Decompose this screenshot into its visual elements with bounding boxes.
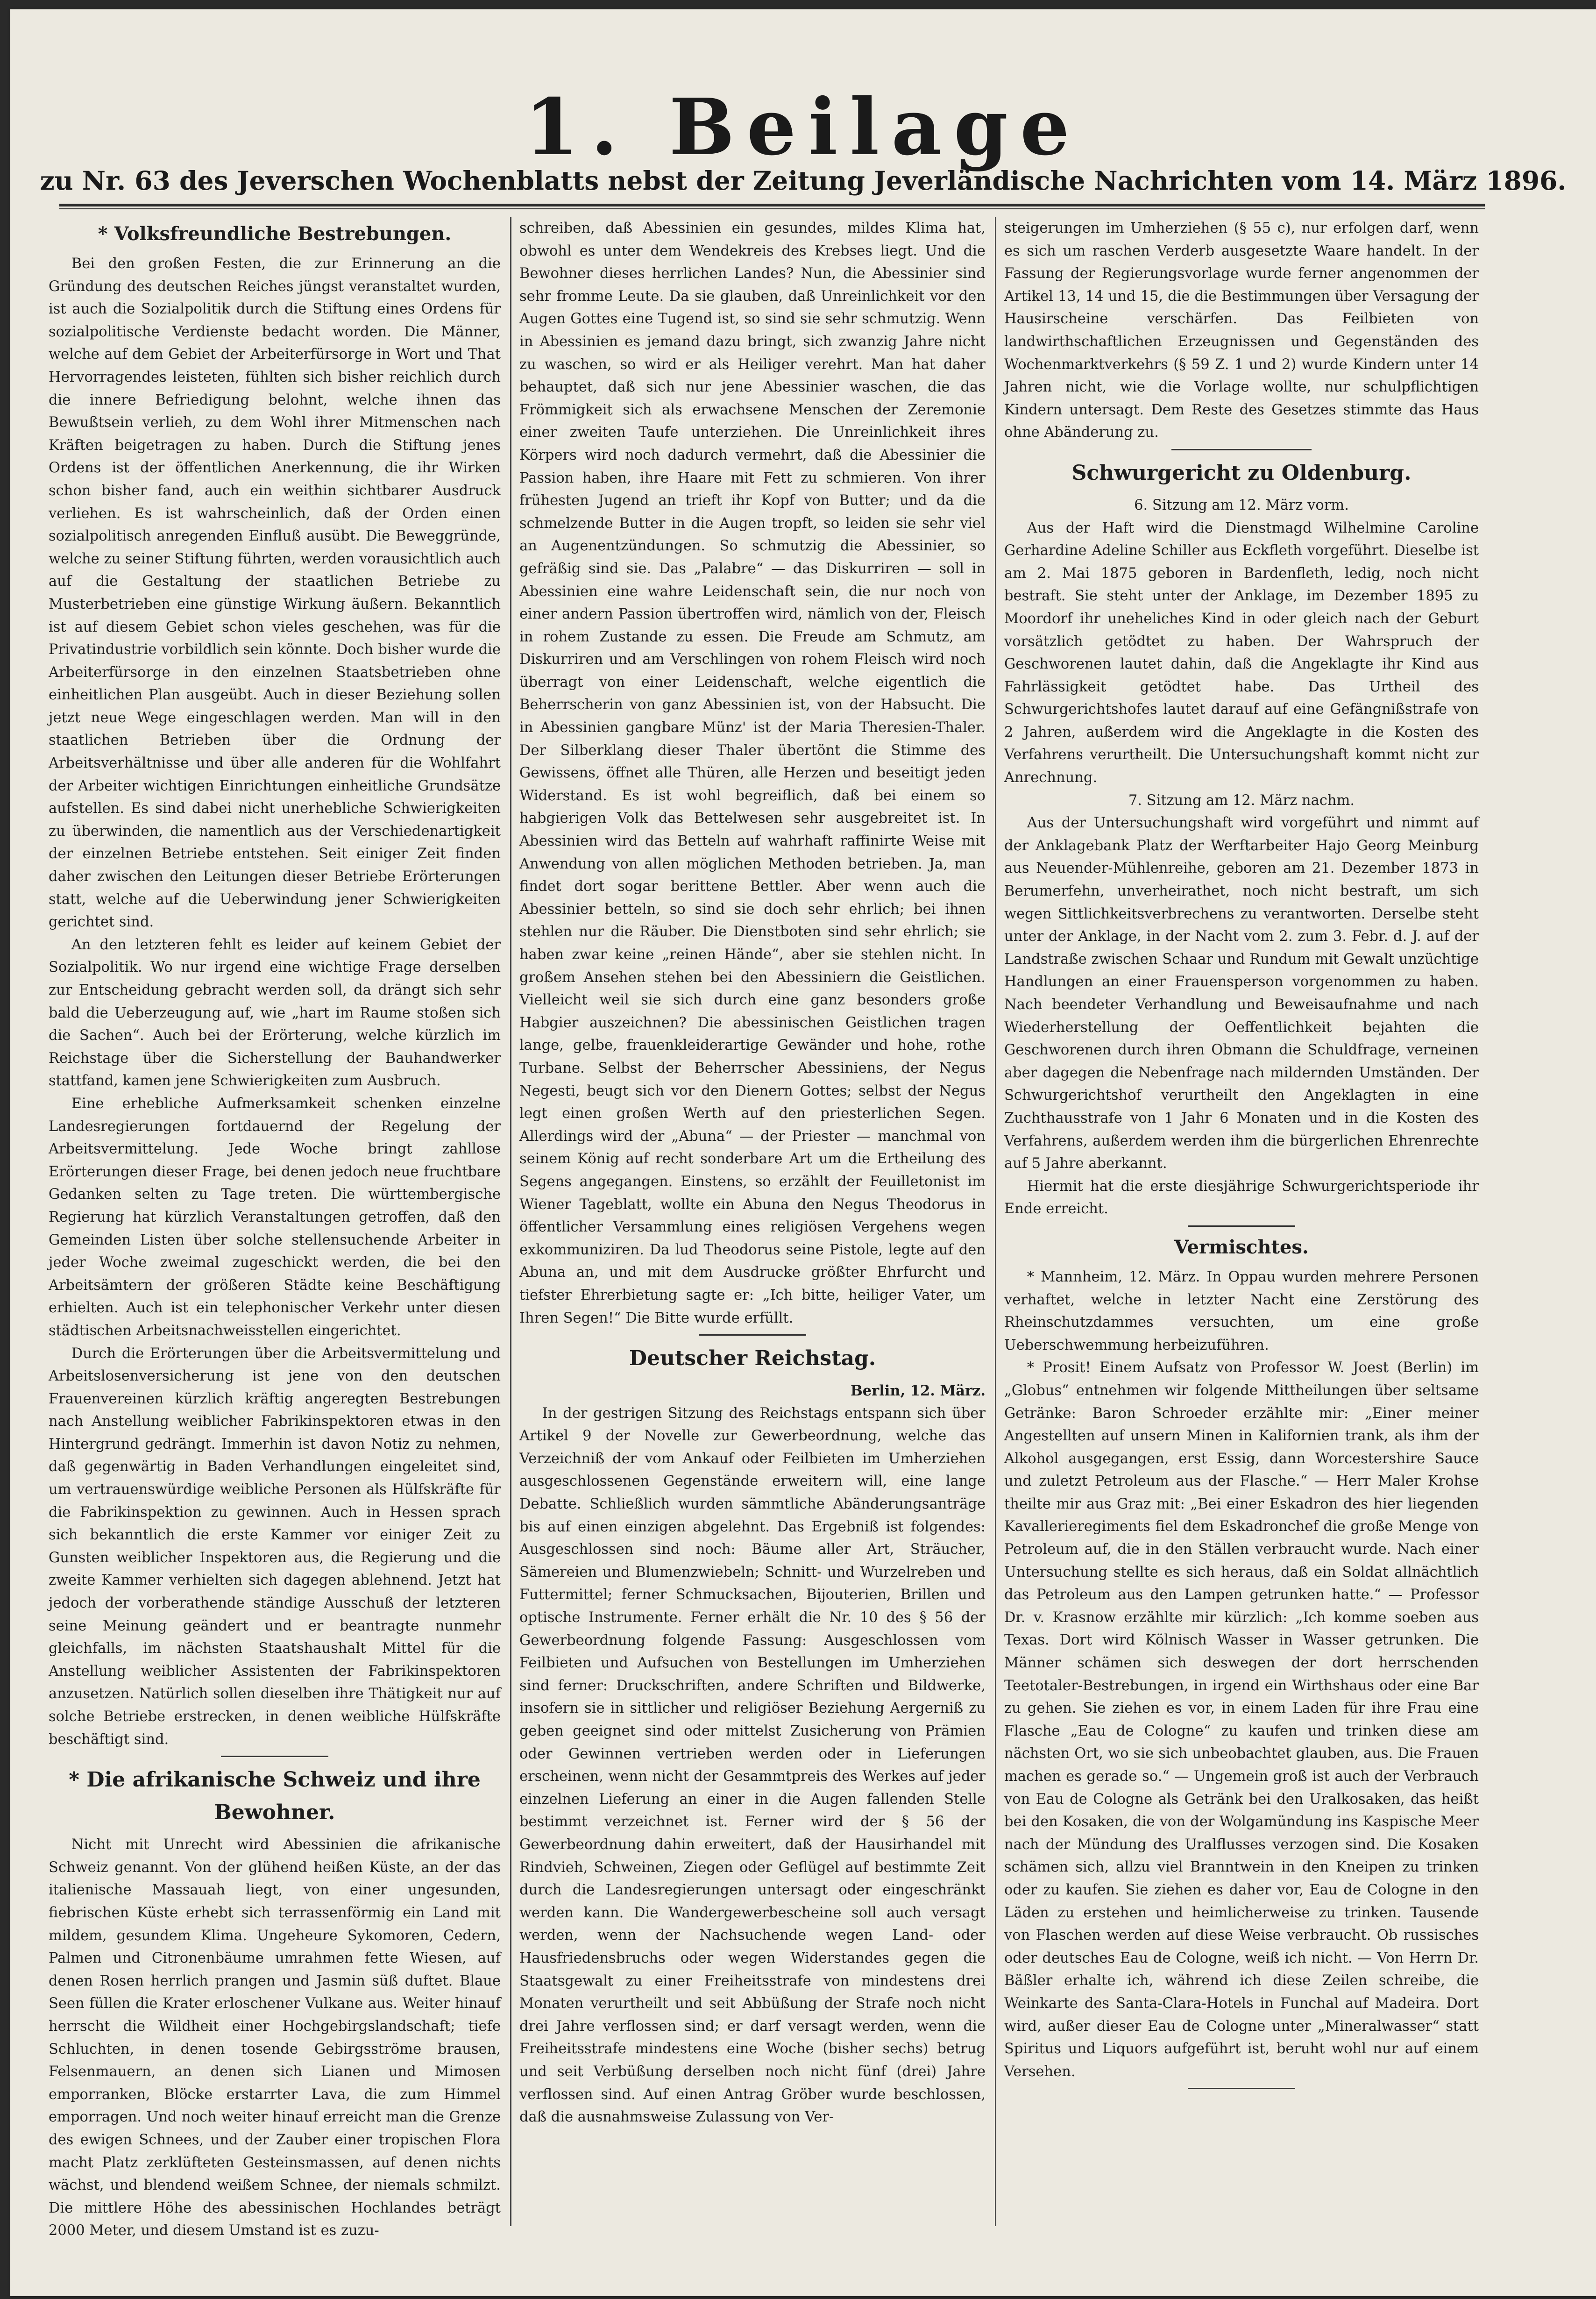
session-line: 6. Sitzung am 12. März vorm. (1134, 497, 1349, 513)
article-paragraph: Aus der Haft wird die Dienstmagd Wilhelmine Caroline Gerhardine Adeline Schiller aus Eckfleth vorgeführt. Dieselbe ist am 2. Mai 1875 geboren in Bardenfleth, ledig, noch nicht bestraft. Sie steht unter der Anklage, im Dezember 1895 zu Moordorf ihr uneheliches Kind in oder gleich nach der Geburt vorsätzlich getödtet zu haben. Der Wahrspruch der Geschworenen lautet dahin, daß die Angeklagte ihr Kind aus Fahrlässigkeit getödtet habe. Das Urtheil des Schwurgerichtshofes lautet darauf auf eine Gefängnißstrafe von 2 Jahren, außerdem wird die Angeklagte in die Kosten des Verfahrens verurtheilt. Die Untersuchungshaft kommt nicht zur Anrechnung. (1004, 520, 1479, 786)
masthead-rule-thin (59, 208, 1485, 209)
section-rule (221, 1756, 328, 1757)
dateline: Berlin, 12. März. (850, 1382, 986, 1400)
column-3 (1004, 217, 1479, 2226)
masthead-title: 1. Beilage (525, 82, 1082, 173)
masthead-rule (59, 204, 1485, 206)
article-paragraph: Durch die Erörterungen über die Arbeitsvermittelung und Arbeitslosenversicherung ist jene von den deutschen Frauenvereinen kürzlich kräftig angeregten Bestrebungen nach Anstellung weiblicher Fabrikinspektoren etwas in den Hintergrund gedrängt. Immerhin ist davon Notiz zu nehmen, daß gegenwärtig in Baden Verhandlungen eingeleitet sind, um vertrauenswürdige weibliche Personen als Hülfskräfte für die Fabrikinspektion zu gewinnen. Auch in Hessen sprach sich bekanntlich die erste Kammer vor einiger Zeit zu Gunsten weiblicher Inspektoren aus, die Regierung und die zweite Kammer verhielten sich dagegen ablehnend. Jetzt hat jedoch der vorberathende ständige Ausschuß der letzteren seine Meinung geändert und er beantragte nunmehr gleichfalls, im nächsten Staatshaushalt Mittel für die Anstellung weiblicher Assistenten der Fabrikinspektoren anzusetzen. Natürlich sollen dieselben ihre Thätigkeit nur auf solche Betriebe erstrecken, in denen weibliche Hülfskräfte beschäftigt sind. (49, 1345, 501, 1748)
column-divider-1 (510, 217, 511, 2226)
column-divider-2 (995, 217, 996, 2226)
section-rule (1171, 449, 1312, 450)
article-paragraph: In der gestrigen Sitzung des Reichstags entspann sich über Artikel 9 der Novelle zur Gewerbeordnung, welche das Verzeichniß der vom Ankauf oder Feilbieten im Umherziehen ausgeschlossenen Gegenstände erweitern will, eine lange Debatte. Schließlich wurden sämmtliche Abänderungsanträge bis auf einen einzigen abgelehnt. Das Ergebniß ist folgendes: Ausgeschlossen sind noch: Bäume aller Art, Sträucher, Sämereien und Blumenzwiebeln; Schnitt- und Wurzelreben und Futtermittel; ferner Schmucksachen, Bijouterien, Brillen und optische Instrumente. Ferner erhält die Nr. 10 des § 56 der Gewerbeordnung folgende Fassung: Ausgeschlossen vom Feilbieten und Aufsuchen von Bestellungen im Umherziehen sind ferner: Druckschriften, andere Schriften und Bildwerke, insofern sie in sittlicher und religiöser Beziehung Aergerniß zu geben geeignet sind oder mittelst Zusicherung von Prämien oder Gewinnen vertrieben werden oder in Lieferungen erscheinen, wenn nicht der Gesammtpreis des Werkes auf jeder einzelnen Lieferung an einer in die Augen fallenden Stelle bestimmt verzeichnet ist. Ferner wird der § 56 der Gewerbeordnung dahin erweitert, daß der Hausirhandel mit Rindvieh, Schweinen, Ziegen oder Geflügel auf bestimmte Zeit durch die Landesregierungen untersagt oder eingeschränkt werden kann. Die Wandergewerbescheine soll auch versagt werden, wenn der Nachsuchende wegen Land- oder Hausfriedensbruchs oder wegen Widerstandes gegen die Staatsgewalt zu einer Freiheitsstrafe von mindestens drei Monaten verurtheilt und seit Abbüßung der Strafe noch nicht drei Jahre verflossen sind; er darf versagt werden, wenn die Freiheitsstrafe mindestens eine Woche (bisher sechs) betrug und seit Verbüßung derselben noch nicht fünf (drei) Jahre verflossen sind. Auf einen Antrag Gröber wurde beschlossen, daß die ausnahmsweise Zulassung von Ver- (519, 1405, 986, 2126)
masthead-subtitle: zu Nr. 63 des Jeverschen Wochenblatts nebst der Zeitung Jeverländische Nachrichten vom 14. März 1896. (40, 165, 1567, 196)
article-paragraph: Aus der Untersuchungshaft wird vorgeführt und nimmt auf der Anklagebank Platz der Werftarbeiter Hajo Georg Meinburg aus Neuender-Mühlenreihe, geboren am 21. Dezember 1873 in Berumerfehn, unverheirathet, noch nicht bestraft, um sich wegen Sittlichkeitsverbrechens zu verantworten. Derselbe steht unter der Anklage, in der Nacht vom 2. zum 3. Febr. d. J. auf der Landstraße zwischen Schaar und Rundum mit Gewalt unzüchtige Handlungen an einer Frauensperson vorgenommen zu haben. Nach beendeter Verhandlung und Beweisaufnahme und nach Wiederherstellung der Oeffentlichkeit bejahten die Geschworenen durch ihren Obmann die Schuldfrage, verneinen aber dagegen die Nebenfrage nach mildernden Umständen. Der Schwurgerichtshof verurtheilt den Angeklagten in eine Zuchthausstrafe von 1 Jahr 6 Monaten und in die Kosten des Verfahrens, außerdem werden ihm die bürgerlichen Ehrenrechte auf 5 Jahre aberkannt. (1004, 815, 1479, 1172)
session-line: 7. Sitzung am 12. März nachm. (1128, 792, 1355, 809)
article-paragraph: Nicht mit Unrecht wird Abessinien die afrikanische Schweiz genannt. Von der glühend heißen Küste, an der das italienische Massauah liegt, von einer ungesunden, fiebrischen Küste erhebt sich terrassenförmig ein Land mit mildem, gesundem Klima. Ungeheure Sykomoren, Cedern, Palmen und Citronenbäume umrahmen fette Wiesen, auf denen Rosen herrlich prangen und Jasmin süß duftet. Blaue Seen füllen die Krater erloschener Vulkane aus. Weiter hinauf herrscht die Wildheit einer Hochgebirgslandschaft; tiefe Schluchten, in denen tosende Gebirgsströme brausen, Felsenmauern, an denen sich Lianen und Mimosen emporranken, Blöcke erstarrter Lava, die zum Himmel emporragen. Und noch weiter hinauf erreicht man die Grenze des ewigen Schnees, und der Zauber einer tropischen Flora macht Platz zerklüfteten Gesteinsmassen, auf denen nichts wächst, und blendend weißem Schnee, der niemals schmilzt. Die mittlere Höhe des abessinischen Hochlandes beträgt 2000 Meter, und diesem Umstand ist es zuzu- (49, 1836, 501, 2239)
article-paragraph: * Mannheim, 12. März. In Oppau wurden mehrere Personen verhaftet, welche in letzter Nacht eine Zerstörung des Rheinschutzdammes versuchten, um eine große Ueberschwemmung herbeizuführen. (1004, 1268, 1479, 1353)
article-heading: Schwurgericht zu Oldenburg. (1071, 461, 1412, 485)
article-paragraph: steigerungen im Umherziehen (§ 55 c), nur erfolgen darf, wenn es sich um raschen Verderb ausgesetzte Waare handelt. In der Fassung der Regierungsvorlage wurde ferner angenommen der Artikel 13, 14 und 15, die die Bestimmungen über Versagung der Hausirscheine verschärfen. Das Feilbieten von landwirthschaftlichen Erzeugnissen und Gegenständen des Wochenmarktverkehrs (§ 59 Z. 1 und 2) wurde Kindern unter 14 Jahren nicht, wie die Vorlage wollte, nur schulpflichtigen Kindern untersagt. Dem Reste des Gesetzes stimmte das Haus ohne Abänderung zu. (1004, 220, 1479, 441)
column-1 (49, 217, 501, 2239)
article-paragraph: Eine erhebliche Aufmerksamkeit schenken einzelne Landesregierungen fortdauernd der Regelung der Arbeitsvermittelung. Jede Woche bringt zahllose Erörterungen dieser Frage, bei denen jedoch neue fruchtbare Gedanken selten zu Tage treten. Die württembergische Regierung hat kürzlich Veranstaltungen getroffen, daß den Gemeinden Listen über solche stellensuchende Arbeiter in jeder Woche zweimal zugeschickt werden, die bei den Arbeitsämtern der größeren Städte keine Beschäftigung erhielten. Auch ist ein telephonischer Verkehr unter diesen städtischen Arbeitsnachweisstellen eingerichtet. (49, 1095, 501, 1339)
article-paragraph: schreiben, daß Abessinien ein gesundes, mildes Klima hat, obwohl es unter dem Wendekreis des Krebses liegt. Und die Bewohner dieses herrlichen Landes? Nun, die Abessinier sind sehr fromme Leute. Da sie glauben, daß Unreinlichkeit vor den Augen Gottes eine Tugend ist, so sind sie sehr schmutzig. Wenn in Abessinien es jemand dazu bringt, sich zwanzig Jahre nicht zu waschen, so wird er als Heiliger verehrt. Man hat daher behauptet, daß sich nur jene Abessinier waschen, die das Frömmigkeit sich als erwachsene Menschen der Zeremonie einer zweiten Taufe unterziehen. Die Unreinlichkeit ihres Körpers wird noch dadurch vermehrt, daß die Abessinier die Passion haben, ihre Haare mit Fett zu schmieren. Von ihrer frühesten Jugend an trieft ihr Kopf von Butter; und da die schmelzende Butter in die Augen tropft, so leiden sie sehr viel an Augenentzündungen. So schmutzig die Abessinier, so gefräßig sind sie. Das „Palabre“ — das Diskurriren — soll in Abessinien eine wahre Leidenschaft sein, die nur noch von einer andern Passion übertroffen wird, nämlich von der, Fleisch in rohem Zustande zu essen. Die Freude am Schmutz, am Diskurriren und am Verschlingen von rohem Fleisch wird noch überragt von einer Leidenschaft, welche eigentlich die Beherrscherin von ganz Abessinien ist, von der Habsucht. Die in Abessinien gangbare Münz' ist der Maria Theresien-Thaler. Der Silberklang dieser Thaler übertönt die Stimme des Gewissens, öffnet alle Thüren, alle Herzen und beseitigt jeden Widerstand. Es ist wohl begreiflich, daß bei einem so habgierigen Volk das Bettelwesen sehr ausgebreitet ist. In Abessinien wird das Betteln auf wahrhaft raffinirte Weise mit Anwendung von allen möglichen Methoden betrieben. Ja, man findet dort sogar berittene Bettler. Aber wenn auch die Abessinier betteln, so sind sie doch sehr ehrlich; bei ihnen stehlen nur die Räuber. Die Dienstboten sind sehr ehrlich; sie haben zwar keine „reinen Hände“, aber sie stehlen nicht. In großem Ansehen stehen bei den Abessiniern die Geistlichen. Vielleicht weil sie sich durch eine ganz besonders große Habgier auszeichnen? Die abessinischen Geistlichen tragen lange, gelbe, frauenkleiderartige Gewänder und hohe, rothe Turbane. Selbst der Beherrscher Abessiniens, der Negus Negesti, beugt sich vor den Dienern Gottes; selbst der Negus legt einen großen Werth auf den priesterlichen Segen. Allerdings wird der „Abuna“ — der Priester — manchmal von seinem König auf recht sonderbare Art um die Ertheilung des Segens angegangen. Einstens, so erzählt der Feuilletonist im Wiener Tageblatt, wollte ein Abuna den Negus Theodorus in öffentlicher Versammlung eines religiösen Vergehens wegen exkommuniziren. Da lud Theodorus seine Pistole, legte auf den Abuna an, und mit dem Ausdrucke größter Ehrfurcht und tiefster Ehrerbietung sagte er: „Ich bitte, heiliger Vater, um Ihren Segen!“ Die Bitte wurde erfüllt. (519, 220, 986, 1326)
article-heading: * Volksfreundliche Bestrebungen. (98, 223, 452, 245)
article-heading: Vermischtes. (1174, 1236, 1309, 1258)
article-paragraph: Bei den großen Festen, die zur Erinnerung an die Gründung des deutschen Reiches jüngst veranstaltet wurden, ist auch die Sozialpolitik durch die Stiftung eines Ordens für sozialpolitische Verdienste bedacht worden. Die Männer, welche auf dem Gebiet der Arbeiterfürsorge in Wort und That Hervorragendes leisteten, fühlten sich bisher reichlich durch die innere Befriedigung belohnt, welche ihnen das Bewußtsein verlieh, zu dem Wohl ihrer Mitmenschen nach Kräften beigetragen zu haben. Durch die Stiftung jenes Ordens ist der öffentlichen Anerkennung, die ihr Wirken schon bisher fand, auch ein weithin sichtbarer Ausdruck verliehen. Es ist wahrscheinlich, daß der Orden einen sozialpolitisch anregenden Einfluß ausübt. Die Beweggründe, welche zu seiner Stiftung führten, werden vorausichtlich auch auf die Gestaltung der staatlichen Betriebe zu Musterbetrieben eine günstige Wirkung äußern. Bekanntlich ist auf diesem Gebiet schon vieles geschehen, was für die Privatindustrie vorbildlich sein könnte. Doch bisher wurde die Arbeiterfürsorge in den einzelnen Staatsbetrieben ohne einheitlichen Plan ausgeübt. Auch in dieser Beziehung sollen jetzt neue Wege eingeschlagen werden. Man will in den staatlichen Betrieben über die Ordnung der Arbeitsverhältnisse und über alle anderen für die Wohlfahrt der Arbeiter wichtigen Einrichtungen einheitliche Grundsätze aufstellen. Es sind dabei nicht unerhebliche Schwierigkeiten zu überwinden, die namentlich aus der Verschiedenartigkeit der einzelnen Betriebe entstehen. Seit einiger Zeit finden daher zwischen den Leitungen dieser Betriebe Erörterungen statt, welche auf die Ueberwindung jener Schwierigkeiten gerichtet sind. (49, 256, 501, 931)
article-paragraph: Hiermit hat die erste diesjährige Schwurgerichtsperiode ihr Ende erreicht. (1004, 1178, 1479, 1217)
newspaper-page (10, 9, 1596, 2296)
end-rule (1188, 2088, 1295, 2089)
article-paragraph: * Prosit! Einem Aufsatz von Professor W. Joest (Berlin) im „Globus“ entnehmen wir folgende Mittheilungen über seltsame Getränke: Baron Schroeder erzählte mir: „Einer meiner Angestellten auf unsern Minen in Kalifornien trank, als ihm der Alkohol ausgegangen, erst Essig, dann Worcestershire Sauce und zuletzt Petroleum aus der Flasche.“ — Herr Maler Krohse theilte mir aus Graz mit: „Bei einer Eskadron des hier liegenden Kavallerieregiments fiel dem Eskadronchef die große Menge von Petroleum auf, die in den Ställen verbraucht wurde. Nach einer Untersuchung stellte es sich heraus, daß ein Soldat allnächtlich das Petroleum aus den Lampen getrunken hatte.“ — Professor Dr. v. Krasnow erzählte mir kürzlich: „Ich komme soeben aus Texas. Dort wird Kölnisch Wasser in Wasser getrunken. Die Männer schämen sich deswegen der dort herrschenden Teetotaler-Bestrebungen, in irgend ein Wirthshaus oder eine Bar zu gehen. Sie ziehen es vor, in einem Laden für ihre Frau eine Flasche „Eau de Cologne“ zu kaufen und trinken diese am nächsten Ort, wo sie sich unbeobachtet glauben, aus. Die Frauen machen es gerade so.“ — Ungemein groß ist auch der Verbrauch von Eau de Cologne als Getränk bei den Uralkosaken, das heißt bei den Kosaken, die von der Wolgamündung ins Kaspische Meer nach der Mündung des Uralflusses verzogen sind. Die Kosaken schämen sich, allzu viel Branntwein in den Kneipen zu trinken oder zu kaufen. Sie ziehen es daher vor, Eau de Cologne in den Läden zu erstehen und heimlicherweise zu trinken. Tausende von Flaschen werden auf diese Weise verbraucht. Ob russisches oder deutsches Eau de Cologne, weiß ich nicht. — Von Herrn Dr. Bäßler erhalte ich, während ich diese Zeilen schreibe, die Weinkarte des Santa-Clara-Hotels in Funchal auf Madeira. Dort wird, außer dieser Eau de Cologne unter „Mineralwasser“ statt Spiritus und Liquors aufgeführt ist, beruht wohl nur auf einem Versehen. (1004, 1359, 1479, 2080)
article-paragraph: An den letzteren fehlt es leider auf keinem Gebiet der Sozialpolitik. Wo nur irgend eine wichtige Frage derselben zur Entscheidung gebracht werden soll, da drängt sich sehr bald die Ueberzeugung auf, wie „hart im Raume stoßen sich die Sachen“. Auch bei der Erörterung, welche kürzlich im Reichstage über die Sicherstellung der Bauhandwerker stattfand, kamen jene Schwierigkeiten zum Ausbruch. (49, 936, 501, 1089)
column-2 (519, 217, 986, 2226)
article-heading: Deutscher Reichstag. (629, 1346, 876, 1371)
section-rule (699, 1334, 806, 1336)
article-heading: * Die afrikanische Schweiz und ihre Bewohner. (69, 1768, 481, 1825)
section-rule (1188, 1225, 1295, 1227)
